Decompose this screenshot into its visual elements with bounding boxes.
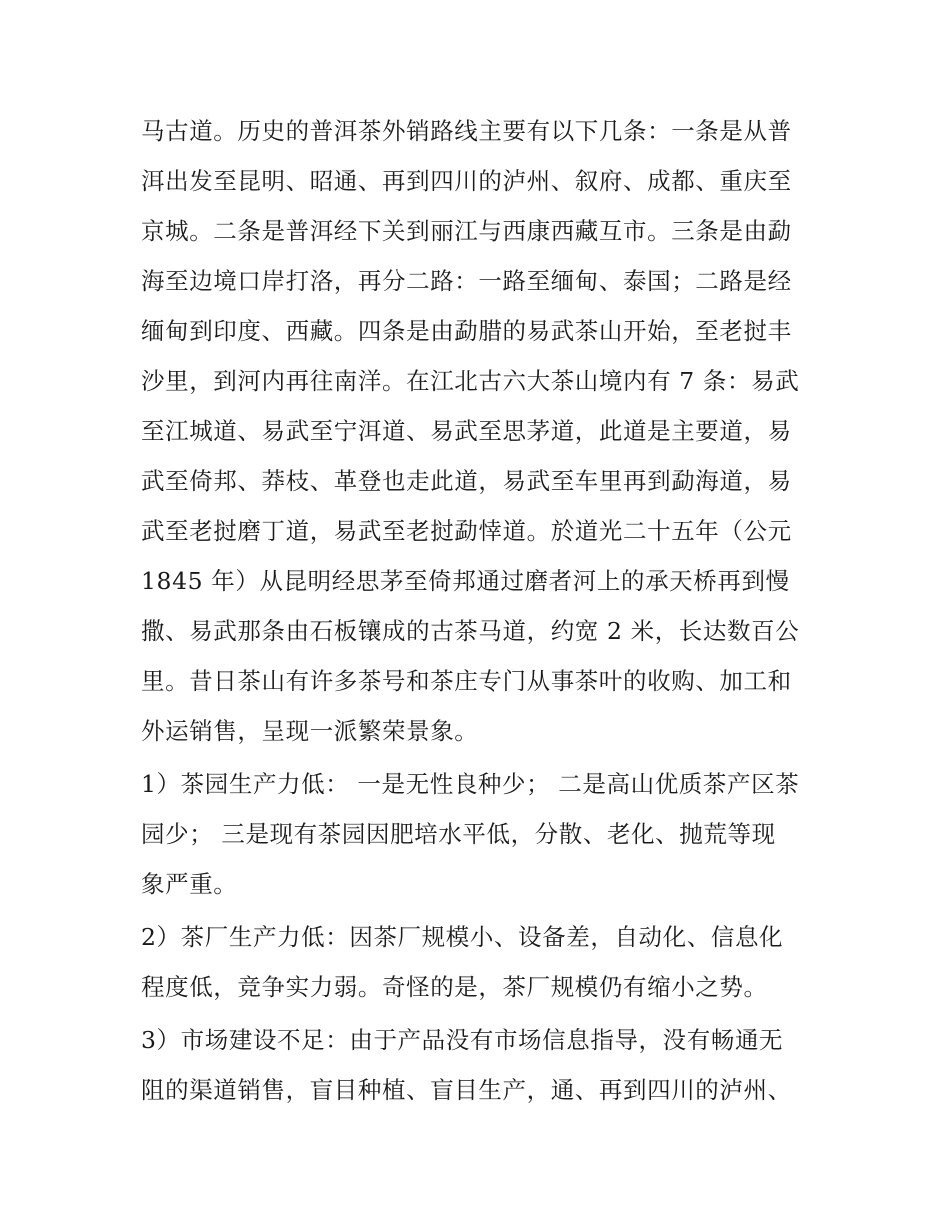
text-line: 1）茶园生产力低： 一是无性良种少； 二是高山优质茶产区茶: [141, 770, 800, 798]
paragraph-tea-horse-road: [141, 106, 821, 756]
text-line: 马古道。历史的普洱茶外销路线主要有以下几条：一条是从普: [141, 117, 792, 145]
text-line: 外运销售，呈现一派繁荣景象。: [141, 717, 479, 745]
list-item-1: [141, 759, 821, 909]
text-line: 程度低，竞争实力弱。奇怪的是，茶厂规模仍有缩小之势。: [141, 973, 768, 1001]
text-line: 撒、易武那条由石板镶成的古茶马道，约宽 2 米，长达数百公: [141, 617, 800, 645]
body-text: [141, 106, 821, 1115]
text-line: 武至倚邦、莽枝、革登也走此道，易武至车里再到勐海道，易: [141, 467, 792, 495]
text-line: 里。昔日茶山有许多茶号和茶庄专门从事茶叶的收购、加工和: [141, 667, 792, 695]
text-line: 3）市场建设不足：由于产品没有市场信息指导，没有畅通无: [141, 1026, 784, 1054]
text-line: 京城。二条是普洱经下关到丽江与西康西藏互市。三条是由勐: [141, 217, 792, 245]
text-line: 洱出发至昆明、昭通、再到四川的泸州、叙府、成都、重庆至: [141, 167, 792, 195]
text-line: 象严重。: [141, 870, 238, 898]
text-line: 缅甸到印度、西藏。四条是由勐腊的易武茶山开始，至老挝丰: [141, 317, 792, 345]
list-item-3: [141, 1015, 821, 1115]
text-line: 海至边境口岸打洛，再分二路：一路至缅甸、泰国；二路是经: [141, 267, 792, 295]
list-item-2: [141, 912, 821, 1012]
text-line: 园少； 三是现有茶园因肥培水平低，分散、老化、抛荒等现: [141, 820, 776, 848]
text-line: 沙里，到河内再往南洋。在江北古六大茶山境内有 7 条：易武: [141, 367, 800, 395]
text-line: 1845 年）从昆明经思茅至倚邦通过磨者河上的承天桥再到慢: [141, 567, 790, 595]
text-line: 武至老挝磨丁道，易武至老挝勐悻道。於道光二十五年（公元: [141, 517, 792, 545]
text-line: 阻的渠道销售，盲目种植、盲目生产，通、再到四川的泸州、: [141, 1076, 792, 1104]
text-line: 2）茶厂生产力低：因茶厂规模小、设备差，自动化、信息化: [141, 923, 784, 951]
text-line: 至江城道、易武至宁洱道、易武至思茅道，此道是主要道，易: [141, 417, 792, 445]
